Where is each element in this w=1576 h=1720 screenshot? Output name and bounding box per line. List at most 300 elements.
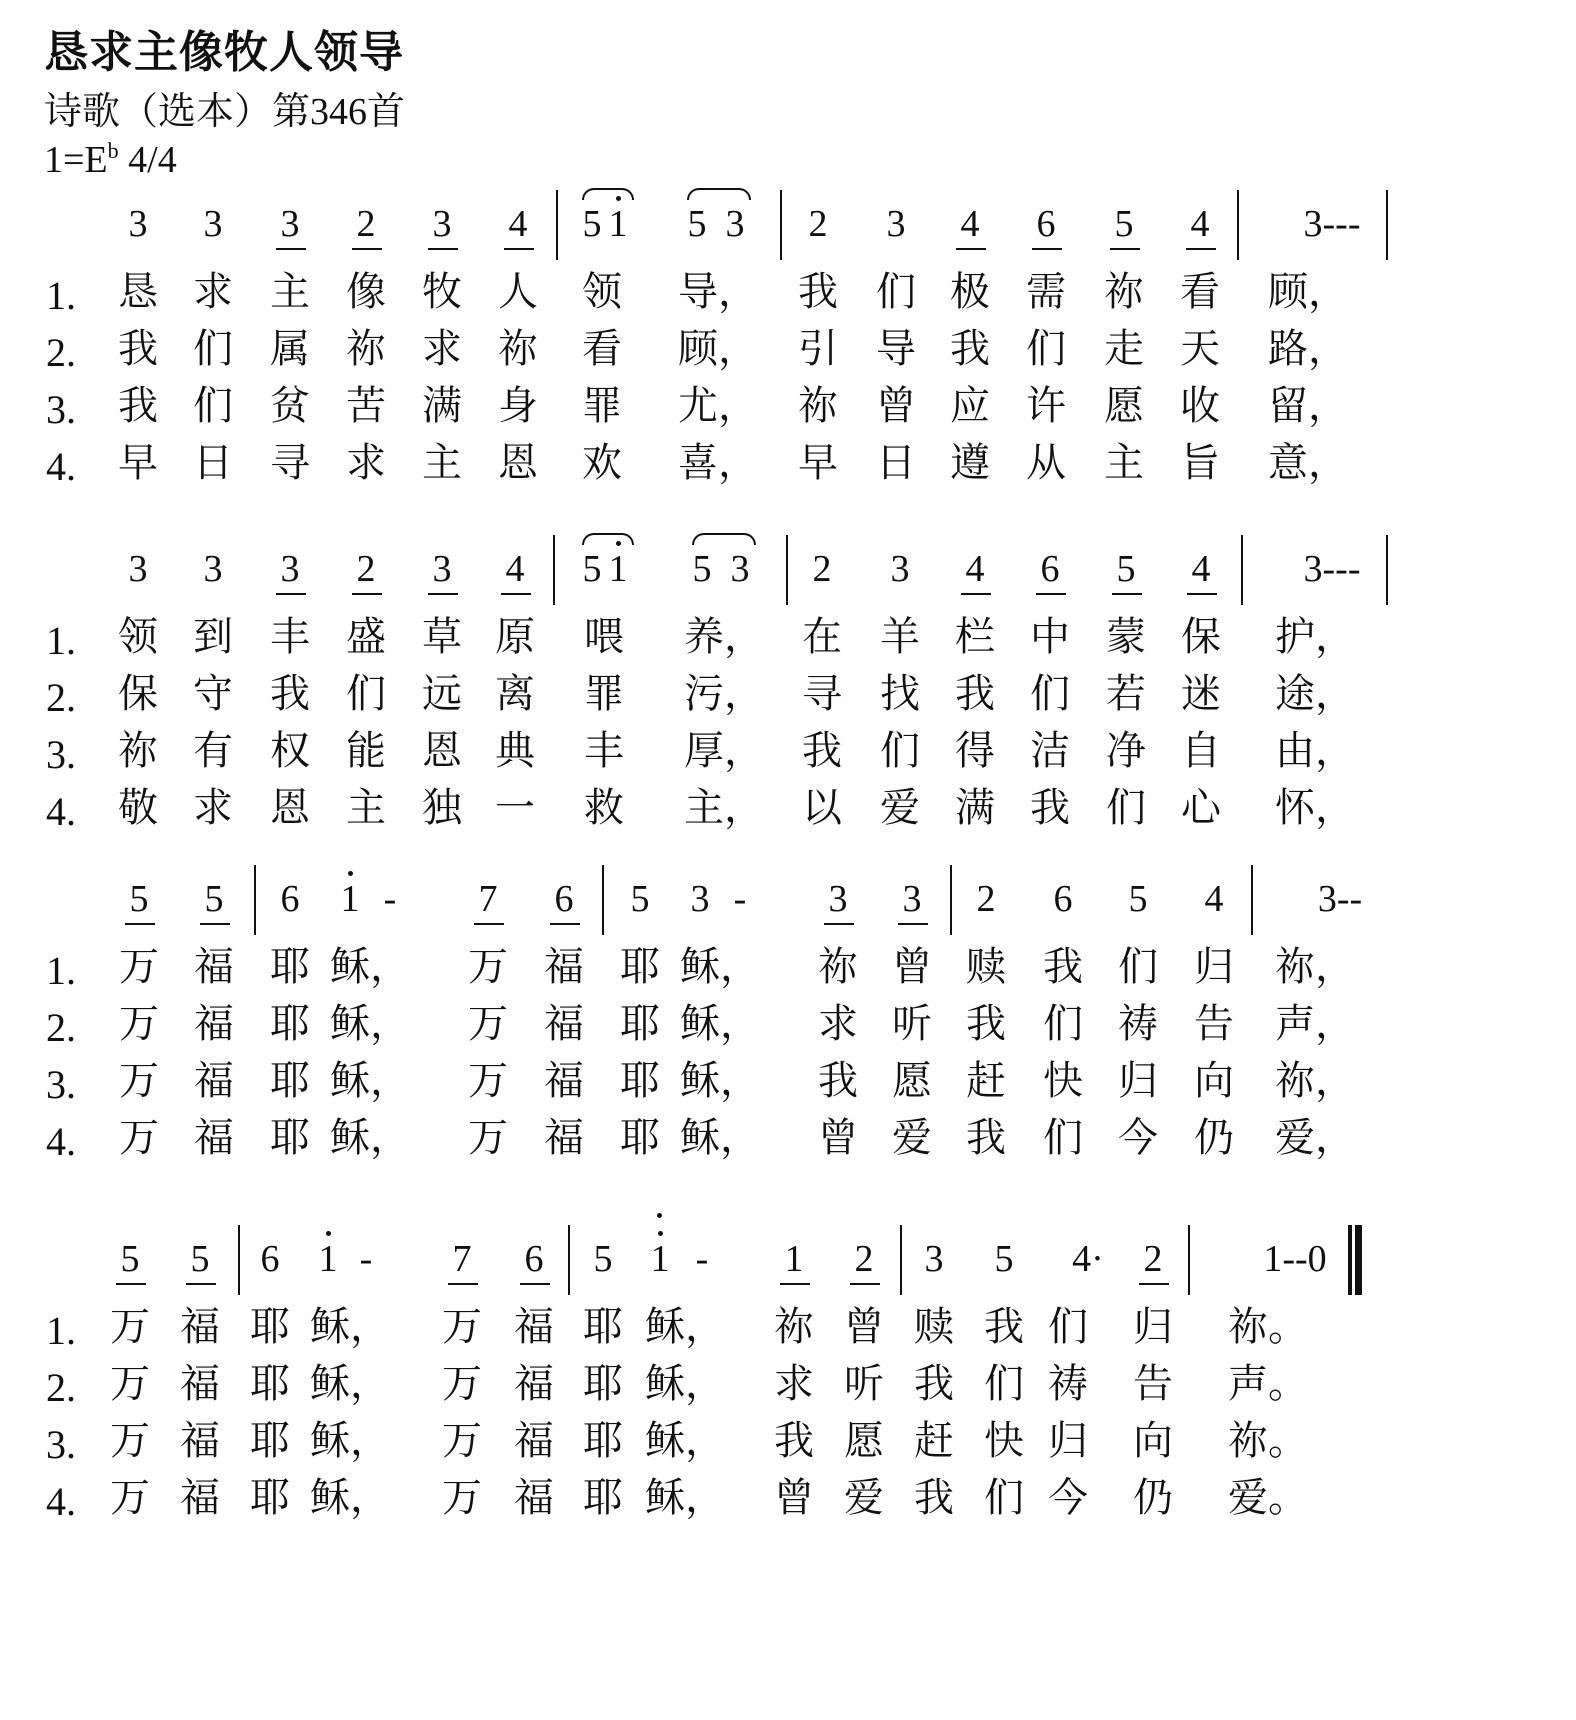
eighth-underline — [448, 1283, 478, 1285]
eighth-underline — [520, 1283, 550, 1285]
lyric-char: 稣， — [680, 1115, 760, 1161]
jianpu-note: 5 — [593, 1238, 613, 1280]
jianpu-note: 1 — [784, 1238, 804, 1280]
barline — [950, 865, 952, 935]
lyric-char: 厚， — [684, 728, 764, 774]
lyric-char: 净 — [1106, 728, 1146, 774]
slur-tie — [692, 533, 756, 545]
lyric-char: 中 — [1030, 614, 1070, 660]
lyric-char: 耶 — [270, 1058, 310, 1104]
barline — [1237, 190, 1239, 260]
jianpu-note: 2 — [808, 203, 828, 245]
lyric-char: 万 — [442, 1361, 482, 1407]
lyric-char: 福 — [194, 1058, 234, 1104]
lyric-char: 迷 — [1181, 671, 1221, 717]
hymn-subtitle: 诗歌（选本）第346首 — [44, 91, 406, 133]
lyric-char: 导 — [876, 326, 916, 372]
lyric-char: 恩 — [270, 785, 310, 831]
barline — [1241, 535, 1243, 605]
jianpu-note: 5 — [687, 203, 707, 245]
lyric-char: 向 — [1194, 1058, 1234, 1104]
lyric-char: 赶 — [914, 1418, 954, 1464]
jianpu-note: 1 — [608, 548, 628, 590]
lyric-char: 万 — [442, 1418, 482, 1464]
lyric-char: 路， — [1268, 326, 1348, 372]
slur-tie — [687, 188, 751, 200]
lyric-char: 爱， — [1275, 1115, 1355, 1161]
lyric-char: 引 — [798, 326, 838, 372]
jianpu-note: 5 — [190, 1238, 210, 1280]
jianpu-note: 3 — [432, 548, 452, 590]
lyric-char: 们 — [193, 326, 233, 372]
lyric-char: 到 — [193, 614, 233, 660]
lyric-char: 稣， — [645, 1475, 725, 1521]
verse-number: 3. — [46, 1062, 76, 1107]
jianpu-note: 2 — [812, 548, 832, 590]
lyric-char: 保 — [118, 671, 158, 717]
lyric-char: 我 — [798, 269, 838, 315]
lyric-char: 稣， — [645, 1418, 725, 1464]
jianpu-note: 3 — [128, 203, 148, 245]
jianpu-note: 3 — [128, 548, 148, 590]
lyric-char: 我 — [984, 1304, 1024, 1350]
lyric-char: 祢， — [1275, 944, 1355, 990]
lyric-char: 能 — [346, 728, 386, 774]
eighth-underline — [276, 593, 306, 595]
jianpu-note: 6 — [1040, 548, 1060, 590]
jianpu-note: 3 — [432, 203, 452, 245]
verse-number: 2. — [46, 1365, 76, 1410]
lyric-char: 快 — [1043, 1058, 1083, 1104]
jianpu-note: 6 — [554, 878, 574, 920]
lyric-char: 护， — [1275, 614, 1355, 660]
lyric-char: 仍 — [1194, 1115, 1234, 1161]
jianpu-note: 4 — [508, 203, 528, 245]
lyric-char: 收 — [1180, 383, 1220, 429]
eighth-underline — [352, 593, 382, 595]
jianpu-note: 5 — [1114, 203, 1134, 245]
lyric-char: 耶 — [583, 1361, 623, 1407]
lyric-char: 丰 — [584, 728, 624, 774]
lyric-char: 主， — [684, 785, 764, 831]
lyric-char: 稣， — [680, 1058, 760, 1104]
eighth-underline — [1036, 593, 1066, 595]
lyric-char: 主 — [270, 269, 310, 315]
lyric-char: 万 — [110, 1475, 150, 1521]
lyric-char: 尤， — [678, 383, 758, 429]
lyric-char: 求 — [818, 1001, 858, 1047]
jianpu-note: 3--- — [1303, 203, 1361, 245]
jianpu-note: 7 — [452, 1238, 472, 1280]
jianpu-note: 4· — [1072, 1238, 1104, 1280]
verse-number: 3. — [46, 387, 76, 432]
verse-number: 1. — [46, 273, 76, 318]
lyric-char: 们 — [346, 671, 386, 717]
lyric-char: 罪 — [584, 671, 624, 717]
lyric-char: 像 — [346, 269, 386, 315]
lyric-char: 耶 — [270, 1115, 310, 1161]
lyric-char: 耶 — [620, 1001, 660, 1047]
lyric-char: 原 — [495, 614, 535, 660]
lyric-char: 若 — [1106, 671, 1146, 717]
lyric-char: 应 — [950, 383, 990, 429]
jianpu-note: 5 — [582, 203, 602, 245]
lyric-char: 们 — [1106, 785, 1146, 831]
lyric-char: 福 — [180, 1475, 220, 1521]
verse-number: 4. — [46, 789, 76, 834]
lyric-char: 稣， — [330, 944, 410, 990]
lyric-char: 们 — [876, 269, 916, 315]
verse-number: 4. — [46, 1119, 76, 1164]
jianpu-note: 6 — [260, 1238, 280, 1280]
lyric-char: 人 — [498, 269, 538, 315]
eighth-underline — [956, 248, 986, 250]
lyric-char: 万 — [468, 1058, 508, 1104]
lyric-char: 归 — [1118, 1058, 1158, 1104]
final-barline — [1348, 1225, 1352, 1295]
jianpu-note: 3--- — [1303, 548, 1361, 590]
lyric-char: 祢 — [774, 1304, 814, 1350]
verse-number: 2. — [46, 675, 76, 720]
lyric-char: 们 — [1048, 1304, 1088, 1350]
high-octave-dot — [348, 871, 353, 876]
high-octave-dot — [658, 1231, 663, 1236]
barline — [254, 865, 256, 935]
lyric-char: 污， — [684, 671, 764, 717]
eighth-underline — [474, 923, 504, 925]
lyric-char: 典 — [495, 728, 535, 774]
lyric-char: 我 — [914, 1361, 954, 1407]
barline — [786, 535, 788, 605]
eighth-underline — [550, 923, 580, 925]
jianpu-note: 5 — [1116, 548, 1136, 590]
jianpu-note: 2 — [1143, 1238, 1163, 1280]
lyric-char: 福 — [514, 1304, 554, 1350]
verse-number: 2. — [46, 1005, 76, 1050]
lyric-char: 求 — [193, 269, 233, 315]
eighth-underline — [428, 593, 458, 595]
lyric-char: 爱 — [880, 785, 920, 831]
jianpu-note: 1--0 — [1263, 1238, 1327, 1280]
lyric-char: 从 — [1026, 440, 1066, 486]
lyric-char: 祢 — [498, 326, 538, 372]
key-prefix: 1=E — [44, 139, 108, 181]
eighth-underline — [352, 248, 382, 250]
lyric-char: 祢。 — [1228, 1418, 1308, 1464]
jianpu-note: 1 — [340, 878, 360, 920]
lyric-char: 我 — [914, 1475, 954, 1521]
lyric-char: 敬 — [118, 785, 158, 831]
lyric-char: 耶 — [250, 1304, 290, 1350]
jianpu-note: 5 — [582, 548, 602, 590]
jianpu-note: 3 — [203, 548, 223, 590]
jianpu-note: 4 — [1191, 548, 1211, 590]
eighth-underline — [186, 1283, 216, 1285]
lyric-char: 看 — [582, 326, 622, 372]
lyric-char: 洁 — [1030, 728, 1070, 774]
barline — [602, 865, 604, 935]
jianpu-note: 6 — [524, 1238, 544, 1280]
final-barline-thick — [1355, 1225, 1362, 1295]
lyric-char: 导， — [678, 269, 758, 315]
lyric-char: 福 — [544, 1058, 584, 1104]
jianpu-note: 3 — [203, 203, 223, 245]
lyric-char: 牧 — [422, 269, 462, 315]
barline — [238, 1225, 240, 1295]
lyric-char: 我 — [270, 671, 310, 717]
lyric-char: 羊 — [880, 614, 920, 660]
jianpu-note: 6 — [280, 878, 300, 920]
jianpu-note: 5 — [994, 1238, 1014, 1280]
lyric-char: 万 — [468, 944, 508, 990]
lyric-char: 属 — [270, 326, 310, 372]
lyric-char: 福 — [194, 1115, 234, 1161]
lyric-char: 领 — [118, 614, 158, 660]
lyric-char: 曾 — [774, 1475, 814, 1521]
lyric-char: 以 — [802, 785, 842, 831]
jianpu-note: 3 — [280, 203, 300, 245]
lyric-char: 离 — [495, 671, 535, 717]
lyric-char: 万 — [110, 1418, 150, 1464]
lyric-char: 恳 — [118, 269, 158, 315]
lyric-char: 稣， — [680, 1001, 760, 1047]
lyric-char: 我 — [950, 326, 990, 372]
lyric-char: 留， — [1268, 383, 1348, 429]
lyric-char: 稣， — [330, 1115, 410, 1161]
lyric-char: 耶 — [620, 1115, 660, 1161]
eighth-underline — [504, 248, 534, 250]
lyric-char: 曾 — [844, 1304, 884, 1350]
lyric-char: 们 — [1043, 1001, 1083, 1047]
lyric-char: 满 — [422, 383, 462, 429]
verse-number: 3. — [46, 732, 76, 777]
jianpu-note: - — [695, 1238, 709, 1280]
lyric-char: 寻 — [270, 440, 310, 486]
lyric-char: 祷 — [1118, 1001, 1158, 1047]
lyric-char: 得 — [955, 728, 995, 774]
lyric-char: 远 — [422, 671, 462, 717]
lyric-char: 早 — [118, 440, 158, 486]
barline — [1386, 535, 1388, 605]
lyric-char: 祢 — [1104, 269, 1144, 315]
lyric-char: 福 — [194, 944, 234, 990]
jianpu-note: 3 — [890, 548, 910, 590]
lyric-char: 救 — [584, 785, 624, 831]
jianpu-note: 3 — [924, 1238, 944, 1280]
lyric-char: 福 — [180, 1361, 220, 1407]
lyric-char: 保 — [1181, 614, 1221, 660]
jianpu-note: 3 — [725, 203, 745, 245]
lyric-char: 稣， — [330, 1001, 410, 1047]
eighth-underline — [780, 1283, 810, 1285]
lyric-char: 福 — [514, 1475, 554, 1521]
jianpu-note: 1 — [650, 1238, 670, 1280]
lyric-char: 权 — [270, 728, 310, 774]
jianpu-note: 7 — [478, 878, 498, 920]
lyric-char: 爱 — [844, 1475, 884, 1521]
barline — [1251, 865, 1253, 935]
eighth-underline — [1112, 593, 1142, 595]
lyric-char: 万 — [468, 1001, 508, 1047]
lyric-char: 今 — [1048, 1475, 1088, 1521]
lyric-char: 独 — [422, 785, 462, 831]
lyric-char: 满 — [955, 785, 995, 831]
lyric-char: 早 — [798, 440, 838, 486]
lyric-char: 求 — [346, 440, 386, 486]
eighth-underline — [1110, 248, 1140, 250]
verse-number: 1. — [46, 618, 76, 663]
lyric-char: 仍 — [1133, 1475, 1173, 1521]
lyric-char: 愿 — [1104, 383, 1144, 429]
lyric-char: 身 — [498, 383, 538, 429]
lyric-char: 祢 — [818, 944, 858, 990]
barline — [1188, 1225, 1190, 1295]
jianpu-note: 1 — [318, 1238, 338, 1280]
lyric-char: 苦 — [346, 383, 386, 429]
lyric-char: 我 — [966, 1001, 1006, 1047]
eighth-underline — [428, 248, 458, 250]
jianpu-note: 4 — [1190, 203, 1210, 245]
hymn-title: 恳求主像牧人领导 — [44, 27, 404, 78]
lyric-char: 万 — [119, 1115, 159, 1161]
lyric-char: 福 — [544, 944, 584, 990]
lyric-char: 稣， — [645, 1304, 725, 1350]
lyric-char: 归 — [1133, 1304, 1173, 1350]
jianpu-note: 5 — [630, 878, 650, 920]
jianpu-note: 4 — [505, 548, 525, 590]
lyric-char: 们 — [1118, 944, 1158, 990]
lyric-char: 求 — [422, 326, 462, 372]
time-signature: 4/4 — [128, 139, 177, 181]
lyric-char: 万 — [119, 944, 159, 990]
lyric-char: 福 — [514, 1418, 554, 1464]
jianpu-note: 6 — [1036, 203, 1056, 245]
lyric-char: 福 — [544, 1115, 584, 1161]
barline — [900, 1225, 902, 1295]
slur-tie — [582, 533, 634, 545]
lyric-char: 恩 — [498, 440, 538, 486]
lyric-char: 耶 — [250, 1361, 290, 1407]
lyric-char: 有 — [193, 728, 233, 774]
lyric-char: 丰 — [270, 614, 310, 660]
lyric-char: 意， — [1268, 440, 1348, 486]
eighth-underline — [961, 593, 991, 595]
jianpu-note: 3 — [886, 203, 906, 245]
lyric-char: 稣， — [680, 944, 760, 990]
lyric-char: 我 — [802, 728, 842, 774]
lyric-char: 们 — [193, 383, 233, 429]
lyric-char: 万 — [119, 1001, 159, 1047]
lyric-char: 顾， — [678, 326, 758, 372]
lyric-char: 草 — [422, 614, 462, 660]
lyric-char: 耶 — [583, 1418, 623, 1464]
lyric-char: 今 — [1118, 1115, 1158, 1161]
jianpu-note: 2 — [356, 548, 376, 590]
lyric-char: 求 — [193, 785, 233, 831]
lyric-char: 耶 — [270, 1001, 310, 1047]
lyric-char: 我 — [818, 1058, 858, 1104]
lyric-char: 们 — [984, 1361, 1024, 1407]
lyric-char: 主 — [422, 440, 462, 486]
lyric-char: 福 — [194, 1001, 234, 1047]
lyric-char: 耶 — [583, 1475, 623, 1521]
lyric-char: 罪 — [582, 383, 622, 429]
jianpu-note: 5 — [120, 1238, 140, 1280]
lyric-char: 怀， — [1275, 785, 1355, 831]
eighth-underline — [824, 923, 854, 925]
verse-number: 4. — [46, 444, 76, 489]
jianpu-note: 3-- — [1317, 878, 1363, 920]
lyric-char: 爱 — [892, 1115, 932, 1161]
lyric-char: 稣， — [330, 1058, 410, 1104]
lyric-char: 贫 — [270, 383, 310, 429]
lyric-char: 愿 — [844, 1418, 884, 1464]
lyric-char: 赎 — [914, 1304, 954, 1350]
jianpu-note: 2 — [356, 203, 376, 245]
lyric-char: 声， — [1275, 1001, 1355, 1047]
lyric-char: 喂 — [584, 614, 624, 660]
lyric-char: 喜， — [678, 440, 758, 486]
lyric-char: 稣， — [310, 1304, 390, 1350]
fermata — [657, 1213, 662, 1218]
lyric-char: 万 — [442, 1475, 482, 1521]
lyric-char: 主 — [1104, 440, 1144, 486]
lyric-char: 归 — [1194, 944, 1234, 990]
lyric-char: 祢 — [346, 326, 386, 372]
barline — [568, 1225, 570, 1295]
lyric-char: 途， — [1275, 671, 1355, 717]
lyric-char: 稣， — [645, 1361, 725, 1407]
lyric-char: 声。 — [1228, 1361, 1308, 1407]
barline — [780, 190, 782, 260]
lyric-char: 耶 — [620, 944, 660, 990]
key-signature — [44, 138, 177, 182]
jianpu-note: 5 — [692, 548, 712, 590]
lyric-char: 我 — [1030, 785, 1070, 831]
eighth-underline — [125, 923, 155, 925]
lyric-char: 们 — [1043, 1115, 1083, 1161]
lyric-char: 遵 — [950, 440, 990, 486]
lyric-char: 恩 — [422, 728, 462, 774]
lyric-char: 祷 — [1048, 1361, 1088, 1407]
lyric-char: 向 — [1133, 1418, 1173, 1464]
lyric-char: 听 — [892, 1001, 932, 1047]
lyric-char: 福 — [544, 1001, 584, 1047]
eighth-underline — [850, 1283, 880, 1285]
lyric-char: 耶 — [583, 1304, 623, 1350]
lyric-char: 万 — [468, 1115, 508, 1161]
eighth-underline — [1186, 248, 1216, 250]
lyric-char: 由， — [1275, 728, 1355, 774]
jianpu-note: 3 — [902, 878, 922, 920]
barline — [553, 535, 555, 605]
jianpu-note: 3 — [280, 548, 300, 590]
lyric-char: 万 — [442, 1304, 482, 1350]
verse-number: 4. — [46, 1479, 76, 1524]
jianpu-note: 3 — [730, 548, 750, 590]
jianpu-note: 6 — [1053, 878, 1073, 920]
lyric-char: 求 — [774, 1361, 814, 1407]
lyric-char: 们 — [984, 1475, 1024, 1521]
jianpu-note: 3 — [690, 878, 710, 920]
lyric-char: 万 — [110, 1361, 150, 1407]
verse-number: 2. — [46, 330, 76, 375]
lyric-char: 万 — [110, 1304, 150, 1350]
lyric-char: 万 — [119, 1058, 159, 1104]
lyric-char: 心 — [1181, 785, 1221, 831]
eighth-underline — [276, 248, 306, 250]
lyric-char: 看 — [1180, 269, 1220, 315]
